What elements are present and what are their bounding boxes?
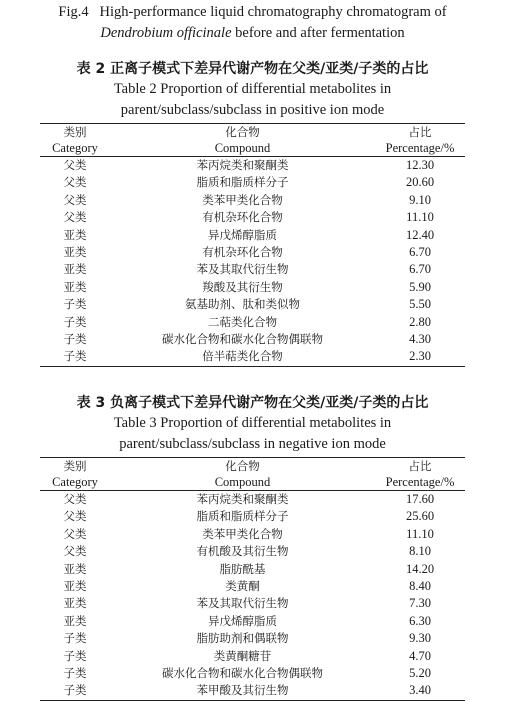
compound-cell: 类黄酮糖苷	[213, 648, 272, 663]
category-cell: 子类	[40, 348, 110, 366]
compound-cell: 碳水化合物和碳水化合物偶联物	[162, 666, 323, 681]
category-cell: 亚类	[63, 279, 87, 294]
table2-row	[40, 279, 465, 296]
table3-row	[40, 526, 465, 543]
compound-cell: 类黄酮	[225, 579, 260, 594]
table2-en-title-line2: parent/subclass/subclass in positive ion mode	[120, 102, 385, 118]
percentage-cell: 2.80	[409, 314, 431, 329]
table2-en-title-line1: Table 2 Proportion of differential metabolites in	[113, 81, 392, 97]
percentage-cell: 17.60	[405, 492, 435, 506]
category-cell: 父类	[63, 192, 87, 207]
category-cell: 父类	[63, 544, 87, 559]
compound-cell: 有机杂环化合物	[202, 210, 283, 225]
table3-header-percentage-cn: 占比	[375, 458, 465, 475]
percentage-cell: 14.20	[405, 561, 435, 576]
category-cell: 子类	[63, 297, 87, 312]
table2-row	[40, 209, 465, 226]
category-cell: 子类	[63, 666, 87, 681]
percentage-cell: 8.10	[409, 544, 431, 559]
percentage-cell: 6.70	[409, 262, 431, 277]
table3-header-compound-en: Compound	[110, 474, 375, 491]
percentage-cell: 12.30	[405, 158, 435, 172]
percentage-cell: 6.70	[409, 245, 431, 260]
percentage-cell: 4.70	[409, 648, 431, 663]
table3-row	[40, 613, 465, 630]
table3-row	[40, 508, 465, 525]
percentage-cell: 7.30	[409, 596, 431, 611]
compound-cell: 异戊烯醇脂质	[208, 227, 277, 242]
category-cell: 父类	[63, 509, 87, 524]
compound-cell: 羧酸及其衍生物	[202, 279, 283, 294]
percentage-cell: 20.60	[405, 175, 435, 190]
table3-row	[40, 578, 465, 595]
table3-row	[40, 491, 465, 509]
figure-caption-line-2	[0, 23, 505, 44]
table3-row	[40, 682, 465, 700]
percentage-cell: 8.40	[409, 579, 431, 594]
percentage-cell: 6.30	[409, 613, 431, 628]
percentage-cell: 5.50	[409, 297, 431, 312]
compound-cell: 有机杂环化合物	[202, 245, 283, 260]
table3-row	[40, 665, 465, 682]
category-cell: 父类	[63, 492, 87, 506]
compound-cell: 二萜类化合物	[208, 314, 277, 329]
compound-cell: 脂肪助剂和偶联物	[196, 631, 289, 646]
compound-cell: 脂质和脂质样分子	[196, 175, 289, 190]
compound-cell: 苯及其取代衍生物	[196, 262, 289, 277]
compound-cell: 类苯甲类化合物	[202, 192, 283, 207]
table2-cn-title: 表 2 正离子模式下差异代谢产物在父类/亚类/子类的占比	[76, 61, 429, 77]
percentage-cell: 5.20	[409, 666, 431, 681]
figure-caption-rest: before and after fermentation	[231, 25, 405, 41]
category-cell: 亚类	[63, 613, 87, 628]
table2-row	[40, 174, 465, 191]
category-cell: 子类	[63, 648, 87, 663]
figure-caption	[0, 2, 505, 44]
percentage-cell: 11.10	[406, 526, 434, 541]
table2-row	[40, 227, 465, 244]
table2-row	[40, 331, 465, 348]
category-cell: 子类	[63, 631, 87, 646]
category-cell: 亚类	[63, 596, 87, 611]
compound-cell: 异戊烯醇脂质	[208, 613, 277, 628]
compound-cell: 类苯甲类化合物	[202, 526, 283, 541]
category-cell: 父类	[63, 210, 87, 225]
table2-row	[40, 296, 465, 313]
table3-header-percentage-en: Percentage/%	[375, 474, 465, 491]
table2-header-cn-row	[40, 124, 465, 141]
category-cell: 亚类	[63, 245, 87, 260]
table3-header-compound-cn: 化合物	[110, 458, 375, 475]
table3-header-en-row	[40, 474, 465, 491]
table3-header-cn-row	[40, 458, 465, 475]
table2-header-percentage-en: Percentage/%	[375, 140, 465, 157]
category-cell: 父类	[63, 526, 87, 541]
table2-header-percentage-cn: 占比	[375, 124, 465, 141]
percentage-cell: 5.90	[409, 279, 431, 294]
table2-header-category-cn: 类别	[40, 124, 110, 141]
table2-row	[40, 314, 465, 331]
table3-row	[40, 648, 465, 665]
percentage-cell: 3.40	[375, 682, 465, 700]
compound-cell: 苯及其取代衍生物	[196, 596, 289, 611]
table3-row	[40, 543, 465, 560]
compound-cell: 碳水化合物和碳水化合物偶联物	[162, 332, 323, 347]
compound-cell: 有机酸及其衍生物	[196, 544, 289, 559]
percentage-cell: 4.30	[409, 332, 431, 347]
table2-body	[40, 157, 465, 367]
compound-cell: 脂肪酰基	[219, 561, 266, 576]
percentage-cell: 9.10	[409, 192, 431, 207]
category-cell: 亚类	[63, 227, 87, 242]
category-cell: 子类	[63, 314, 87, 329]
table3-cn-title: 表 3 负离子模式下差异代谢产物在父类/亚类/子类的占比	[76, 395, 429, 411]
table2-row	[40, 261, 465, 278]
compound-cell: 倍半萜类化合物	[110, 348, 375, 366]
table3-row	[40, 595, 465, 612]
table2-row	[40, 348, 465, 366]
table3-row	[40, 630, 465, 647]
table3	[40, 457, 465, 701]
table2-header-compound-cn: 化合物	[110, 124, 375, 141]
table3-header-category-en: Category	[40, 474, 110, 491]
compound-cell: 苯丙烷类和聚酮类	[196, 492, 289, 506]
figure-caption-text: High-performance liquid chromatography chromatogram of	[99, 4, 447, 20]
table2-row	[40, 192, 465, 209]
category-cell: 父类	[63, 175, 87, 190]
percentage-cell: 2.30	[375, 348, 465, 366]
percentage-cell: 25.60	[405, 509, 435, 524]
table3-header-category-cn: 类别	[40, 458, 110, 475]
species-name: Dendrobium officinale	[100, 25, 232, 41]
category-cell: 父类	[63, 158, 87, 172]
compound-cell: 脂质和脂质样分子	[196, 509, 289, 524]
category-cell: 亚类	[63, 561, 87, 576]
percentage-cell: 12.40	[405, 227, 435, 242]
compound-cell: 苯丙烷类和聚酮类	[196, 158, 289, 172]
compound-cell: 苯甲酸及其衍生物	[110, 682, 375, 700]
compound-cell: 氨基助剂、肽和类似物	[185, 297, 300, 312]
table3-en-title-line1: Table 3 Proportion of differential metabolites in	[113, 415, 392, 431]
table2-header-category-en: Category	[40, 140, 110, 157]
percentage-cell: 11.10	[406, 210, 434, 225]
table3-en-title-line2: parent/subclass/subclass in negative ion mode	[119, 436, 386, 452]
table2-header-en-row	[40, 140, 465, 157]
figure-label: Fig.4	[58, 4, 89, 20]
table2-row	[40, 157, 465, 175]
table2-header-compound-en: Compound	[110, 140, 375, 157]
figure-caption-line-1	[0, 2, 505, 23]
table3-row	[40, 561, 465, 578]
category-cell: 亚类	[63, 579, 87, 594]
percentage-cell: 9.30	[409, 631, 431, 646]
table3-body	[40, 491, 465, 701]
table2-row	[40, 244, 465, 261]
table2	[40, 123, 465, 367]
category-cell: 亚类	[63, 262, 87, 277]
category-cell: 子类	[40, 682, 110, 700]
category-cell: 子类	[63, 332, 87, 347]
